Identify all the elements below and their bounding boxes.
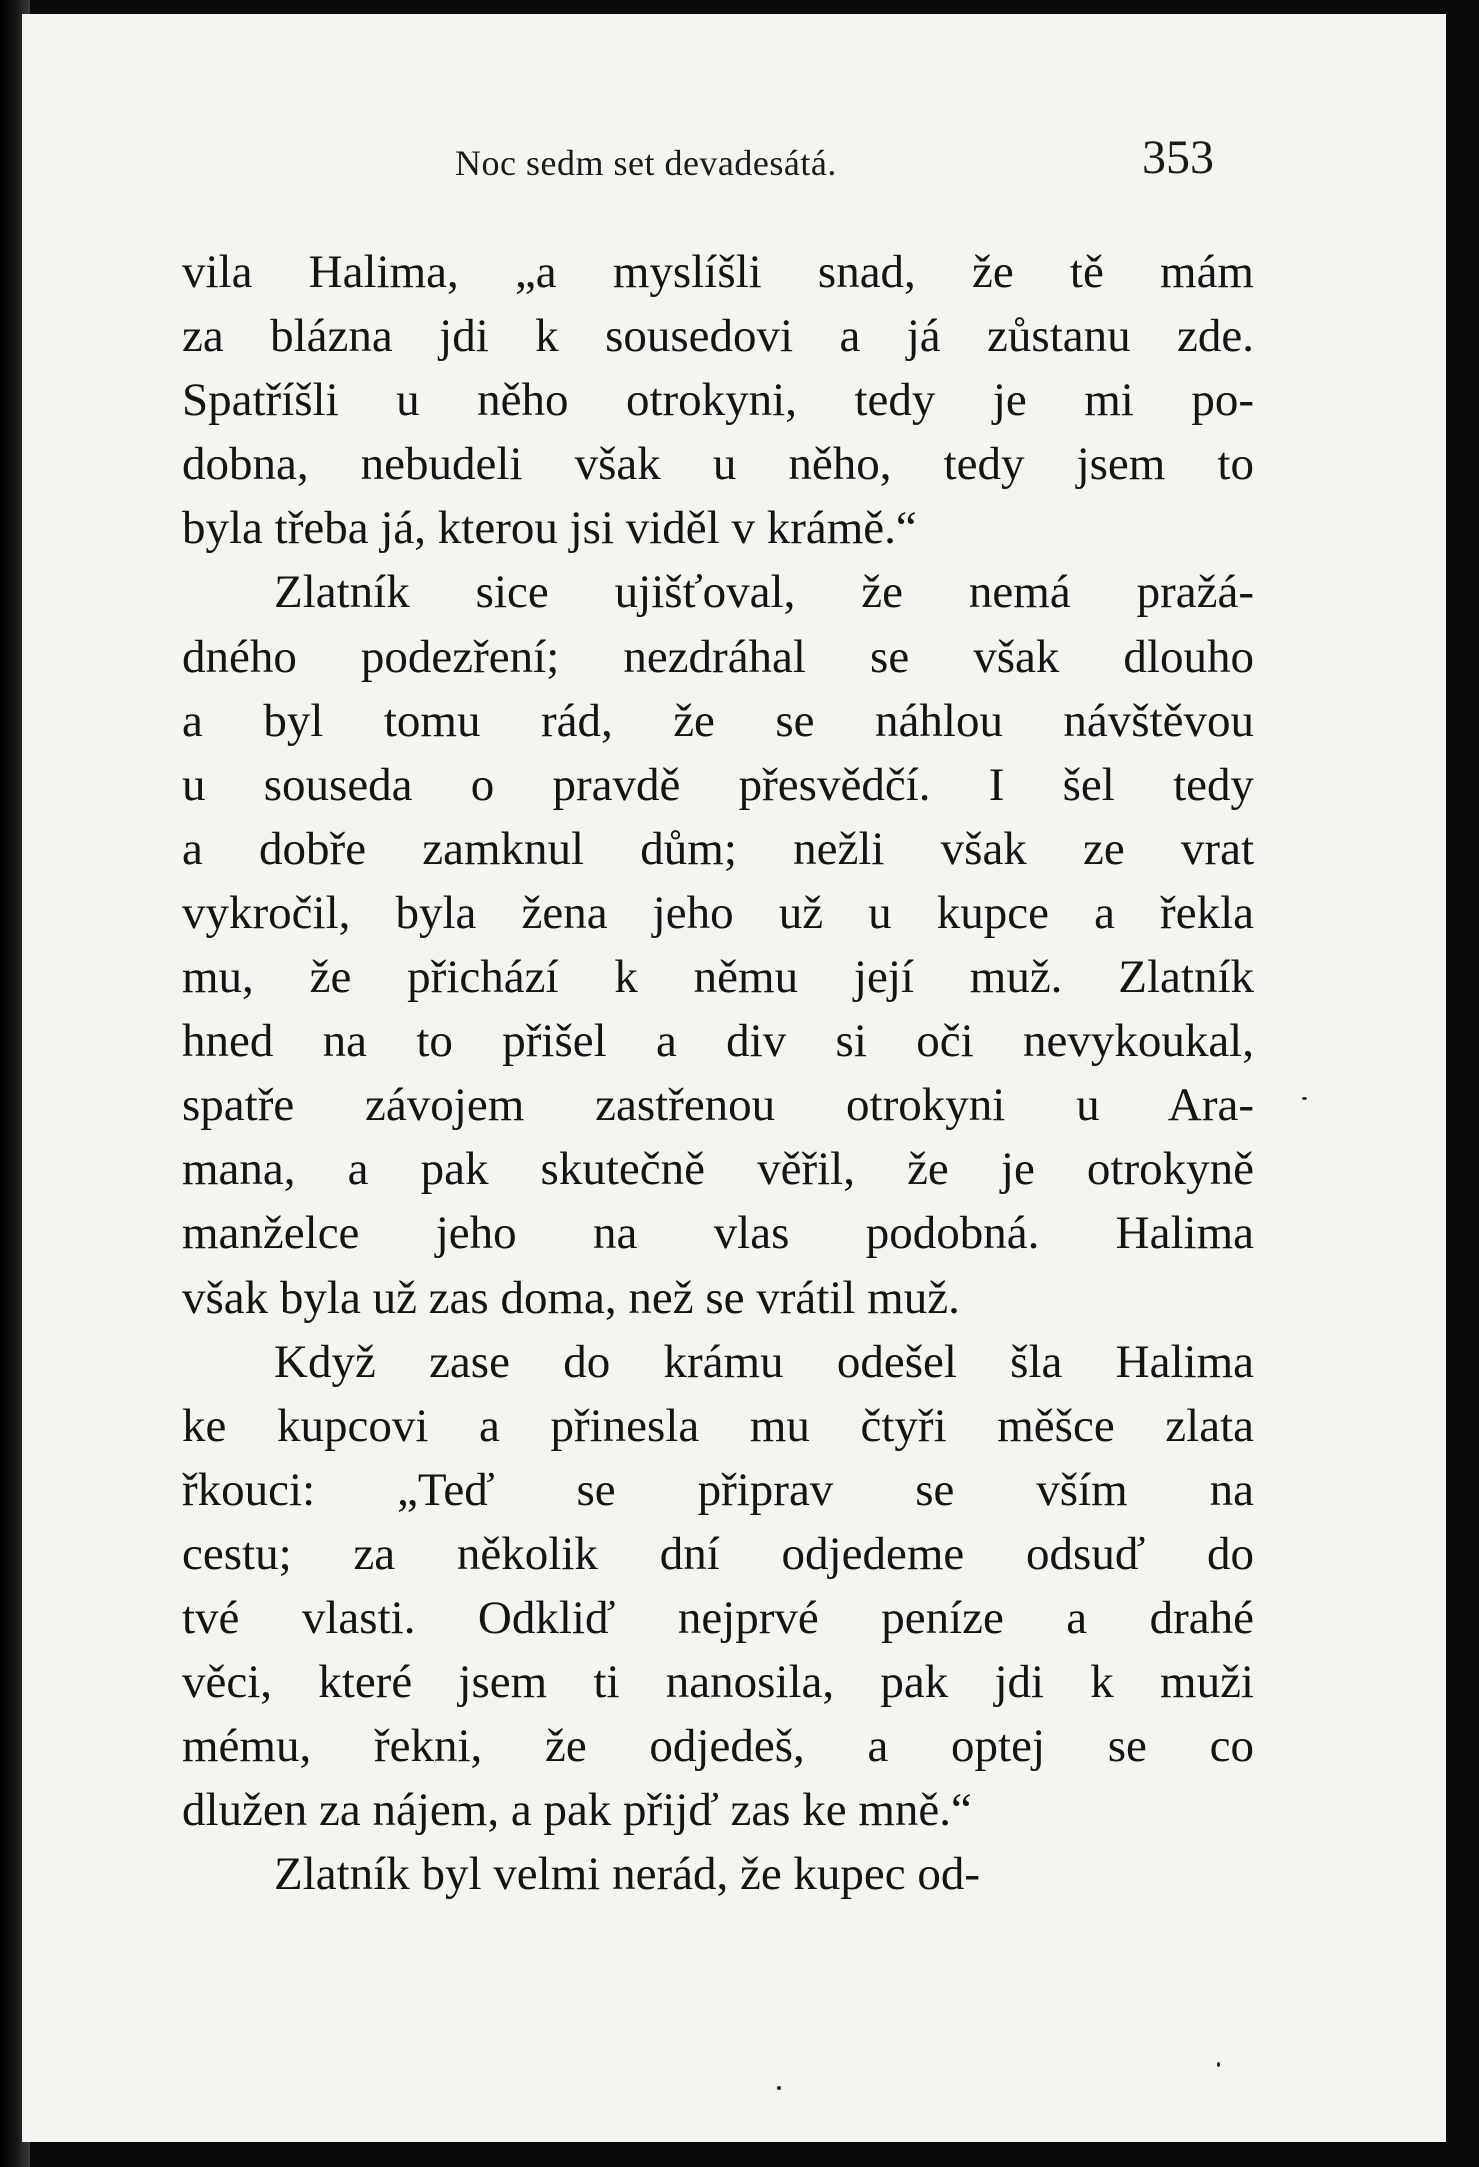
text-line: spatře závojem zastřenou otrokyni u Ara- xyxy=(182,1079,1254,1132)
text-line: za blázna jdi k sousedovi a já zůstanu zde. xyxy=(182,310,1254,363)
text-line: vykročil, byla žena jeho už u kupce a řekla xyxy=(182,886,1254,939)
text-line: věci, které jsem ti nanosila, pak jdi k muži xyxy=(182,1656,1254,1709)
text-line: vila Halima, „a myslíšli snad, že tě mám xyxy=(182,246,1254,298)
page-number: 353 xyxy=(1142,131,1214,184)
text-line: dného podezření; nezdráhal se však dlouho xyxy=(182,630,1254,683)
scan-speck xyxy=(1217,2062,1220,2067)
text-line: však byla už zas doma, než se vrátil muž. xyxy=(182,1271,960,1324)
text-line: tvé vlasti. Odkliď nejprvé peníze a drahé xyxy=(182,1591,1254,1644)
body-text xyxy=(182,240,1254,1906)
text-line: dobna, nebudeli však u něho, tedy jsem to xyxy=(182,438,1254,491)
running-head xyxy=(22,14,1446,214)
text-line: cestu; za několik dní odjedeme odsuď do xyxy=(182,1527,1254,1580)
running-head-title: Noc sedm set devadesátá. xyxy=(455,143,837,183)
text-line: mana, a pak skutečně věřil, že je otrokyně xyxy=(182,1143,1254,1196)
book-page xyxy=(22,14,1446,2142)
text-line: u souseda o pravdě přesvědčí. I šel tedy xyxy=(182,758,1254,811)
text-line: byla třeba já, kterou jsi viděl v krámě.“ xyxy=(182,502,917,555)
text-line: mu, že přichází k němu její muž. Zlatník xyxy=(182,951,1254,1004)
text-line: Spatříšli u něho otrokyni, tedy je mi po- xyxy=(182,374,1254,427)
text-line: hned na to přišel a div si oči nevykoukal, xyxy=(182,1015,1254,1068)
text-line: dlužen za nájem, a pak přijď zas ke mně.“ xyxy=(182,1784,972,1837)
scan-speck xyxy=(777,2086,781,2090)
paragraph-start-line: Když zase do krámu odešel šla Halima xyxy=(274,1335,1254,1388)
scan-speck xyxy=(1302,1097,1307,1100)
text-line: ke kupcovi a přinesla mu čtyři měšce zlata xyxy=(182,1399,1254,1452)
text-line: a byl tomu rád, že se náhlou návštěvou xyxy=(182,694,1254,747)
text-line: a dobře zamknul dům; nežli však ze vrat xyxy=(182,822,1254,875)
paragraph-start-line: Zlatník sice ujišťoval, že nemá pražá- xyxy=(274,566,1254,619)
text-line: manželce jeho na vlas podobná. Halima xyxy=(182,1207,1254,1260)
paragraph-start-line: Zlatník byl velmi nerád, že kupec od- xyxy=(274,1848,981,1901)
text-line: mému, řekni, že odjedeš, a optej se co xyxy=(182,1720,1254,1773)
text-line: řkouci: „Teď se připrav se vším na xyxy=(182,1463,1254,1516)
